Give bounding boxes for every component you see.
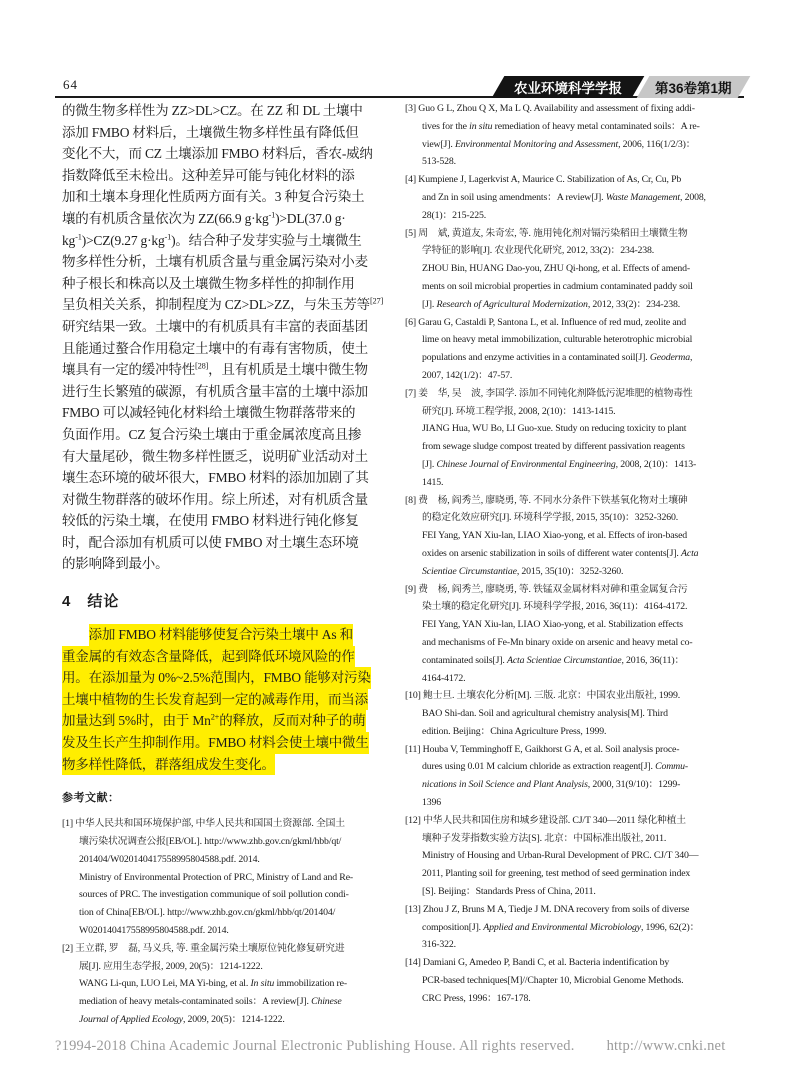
- reference-item: [7] 姜 华, 吴 波, 李国学. 添加不同钝化剂降低污泥堆肥的植物毒性 研究[J]. 环境工程学报, 2008, 2(10)：1413-1415. JIANG Hua, WU Bo, LI Guo-xue. Study on reducing toxicity to plant from sewage sludge compost treated by different passivation reagents [J]. Chinese Journal of Environmental Engineering, 2008, 2(10)：1413- 1415.: [405, 387, 697, 488]
- page-header: [55, 72, 744, 98]
- issue-box: [637, 76, 750, 98]
- issue-label: 第36卷第1期: [655, 81, 732, 96]
- page-number: 64: [63, 77, 78, 92]
- cnki-link[interactable]: http://www.cnki.net: [606, 1038, 726, 1054]
- reference-item: [8] 费 杨, 阎秀兰, 廖晓勇, 等. 不同水分条件下铁基氧化物对土壤砷 的稳定化效应研究[J]. 环境科学学报, 2015, 35(10)：3252-3260. FEI Yang, YAN Xiu-lan, LIAO Xiao-yong, et al. Effects of iron-based oxides on arsenic stabilization in soils of different water contents[J]. Acta Scientiae Circumstantiae, 2015, 35(10)：3252-3260.: [405, 494, 699, 577]
- journal-name-box: [492, 76, 645, 98]
- reference-item: [14] Damiani G, Amedeo P, Bandi C, et al. Bacteria indentification by PCR-based techniques[M]//Chapter 10, Microbial Genome Methods. CRC Press, 1996：167-178.: [405, 957, 684, 1004]
- reference-item: [2] 王立群, 罗 磊, 马义兵, 等. 重金属污染土壤原位钝化修复研究进 展[J]. 应用生态学报, 2009, 20(5)：1214-1222. WANG Li-qun, LUO Lei, MA Yi-bing, et al. In situ immobilization re- mediation of heavy metals-contaminated soils：A review[J]. Chinese Journal of Applied Ecology, 2009, 20(5)：1214-1222.: [62, 942, 347, 1025]
- reference-item: [6] Garau G, Castaldi P, Santona L, et al. Influence of red mud, zeolite and lime on heavy metal immobilization, culturable heterotrophic microbial populations and enzyme activities in a contaminated soil[J]. Geoderma, 2007, 142(1/2)：47-57.: [405, 316, 693, 381]
- reference-item: [10] 鲍士旦. 土壤农化分析[M]. 三版. 北京：中国农业出版社, 1999. BAO Shi-dan. Soil and agricultural chemistry analysis[M]. Third edition. Beijing：China Agriculture Press, 1999.: [405, 690, 681, 737]
- left-column: [62, 100, 394, 1029]
- page-footer: [55, 1038, 725, 1055]
- references-list-right: [405, 100, 743, 1008]
- body-paragraph: 的微生物多样性为 ZZ>DL>CZ。在 ZZ 和 DL 土壤中 添加 FMBO 材料后，土壤微生物多样性虽有降低但 变化不大，而 CZ 土壤添加 FMBO 材料后，香农-威纳 指数降低至未检出。这种差异可能与钝化材料的添 加和土壤本身理化性质两方面有关。3 种复合污染土 壤的有机质含量依次为 ZZ(66.9 $g\cdot kg^{-1})>DL(37.0$ g· $kg^{-1})>CZ(9.27$ $g\cdot kg^{-1}$)。结合种子发芽实验与土壤微生 物多样性分析，土壤有机质含量与重金属污染对小麦 种子根长和株高以及土壤微生物多样性的抑制作用 呈负相关关系，抑制程度为 CZ>DL>ZZ，与朱玉芳等[27] 研究结果一致。土壤中的有机质具有丰富的表面基团 且能通过螯合作用稳定土壤中的有毒有害物质，使土 壤具有一定的缓冲特性[28]，且有机质是土壤中微生物 进行生长繁殖的碳源，有机质含量丰富的土壤中添加 FMBO 可以减轻钝化材料给土壤微生物群落带来的 负面作用。CZ 复合污染土壤由于重金属浓度高且掺 有大量尾砂，微生物多样性匮乏，说明矿业活动对土 壤生态环境的破坏很大，FMBO 材料的添加加剧了其 对微生物群落的破坏作用。综上所述，对有机质含量 较低的污染土壤，在使用 FMBO 材料进行钝化修复 时，配合添加有机质可以使 FMBO 对土壤生态环境 的影响降到最小。: [62, 103, 384, 572]
- reference-item: [12] 中华人民共和国住房和城乡建设部. CJ/T 340—2011 绿化种植土 壤种子发芽指数实验方法[S]. 北京：中国标准出版社, 2011. Ministry of Housing and Urban-Rural Development of PRC. CJ/T 340— 2011, Planting soil for greening, test method of seed germination index [S]. Beijing：Standards Press of China, 2011.: [405, 814, 699, 898]
- journal-banner: [498, 76, 744, 98]
- reference-item: [3] Guo G L, Zhou Q X, Ma L Q. Availability and assessment of fixing addi- tives for the in situ remediation of heavy metal contaminated soils：A re- view[J]. Environmental Monitoring and Assessment, 2006, 116(1/2/3)： 513-528.: [405, 103, 700, 168]
- right-column: [405, 100, 743, 1008]
- reference-item: [1] 中华人民共和国环境保护部, 中华人民共和国国土资源部. 全国土 壤污染状况调查公报[EB/OL]. http://www.zhb.gov.cn/gkml/hbb/qt/ 201404/W020140417558995804588.pdf. 2014. Ministry of Environmental Protection of PRC, Ministry of Land and Re- sources of PRC. The investigation communique of soil pollution condi- tion of China[EB/OL]. http://www.zhb.gov.cn/gkml/hbb/qt/201404/ W020140417558995804588.pdf. 2014.: [62, 818, 353, 936]
- reference-item: [9] 费 杨, 阎秀兰, 廖晓勇, 等. 铁锰双金属材料对砷和重金属复合污 染土壤的稳定化研究[J]. 环境科学学报, 2016, 36(11)：4164-4172. FEI Yang, YAN Xiu-lan, LIAO Xiao-yong, et al. Stabilization effects and mechanisms of Fe-Mn binary oxide on arsenic and heavy metal co- contaminated soils[J]. Acta Scientiae Circumstantiae, 2016, 36(11)： 4164-4172.: [405, 583, 693, 684]
- journal-name: 农业环境科学学报: [514, 81, 623, 96]
- copyright-text: ?1994-2018 China Academic Journal Electronic Publishing House. All rights reserved.: [55, 1038, 575, 1054]
- reference-item: [5] 周 斌, 黄道友, 朱奇宏, 等. 施用钝化剂对镉污染稻田土壤微生物 学特征的影响[J]. 农业现代化研究, 2012, 33(2)：234-238. ZHOU Bin, HUANG Dao-you, ZHU Qi-hong, et al. Effects of amend- ments on soil microbial properties in cadmium contaminated paddy soil [J]. Research of Agricultural Modernization, 2012, 33(2)：234-238.: [405, 227, 693, 310]
- conclusion-paragraph: 添加 FMBO 材料能够使复合污染土壤中 As 和 重金属的有效态含量降低，起到降低环境风险的作 用。在添加量为 0%~2.5%范围内，FMBO 能够对污染 土壤中植物的生长发育起到一定的减毒作用，而当添 加量达到 5%时，由于 $Mn^{2+}$的释放，反而对种子的萌 发及生长产生抑制作用。FMBO 材料会使土壤中微生 物多样性降低，群落组成发生变化。: [62, 624, 394, 775]
- reference-item: [11] Houba V, Temminghoff E, Gaikhorst G A, et al. Soil analysis proce- dures using 0.01 M calcium chloride as extraction reagent[J]. Commu- nications in Soil Science and Plant Analysis, 2000, 31(9/10)：1299- 1396: [405, 743, 688, 809]
- reference-item: [13] Zhou J Z, Bruns M A, Tiedje J M. DNA recovery from soils of diverse composition[J]. Applied and Environmental Microbiology, 1996, 62(2)： 316-322.: [405, 903, 700, 951]
- reference-item: [4] Kumpiene J, Lagerkvist A, Maurice C. Stabilization of As, Cr, Cu, Pb and Zn in soil using amendments：A review[J]. Waste Management, 2008, 28(1)：215-225.: [405, 174, 706, 221]
- references-heading: 参考文献：: [62, 792, 120, 805]
- section-heading: 4 结论: [62, 593, 120, 611]
- references-list-left: [62, 815, 394, 1029]
